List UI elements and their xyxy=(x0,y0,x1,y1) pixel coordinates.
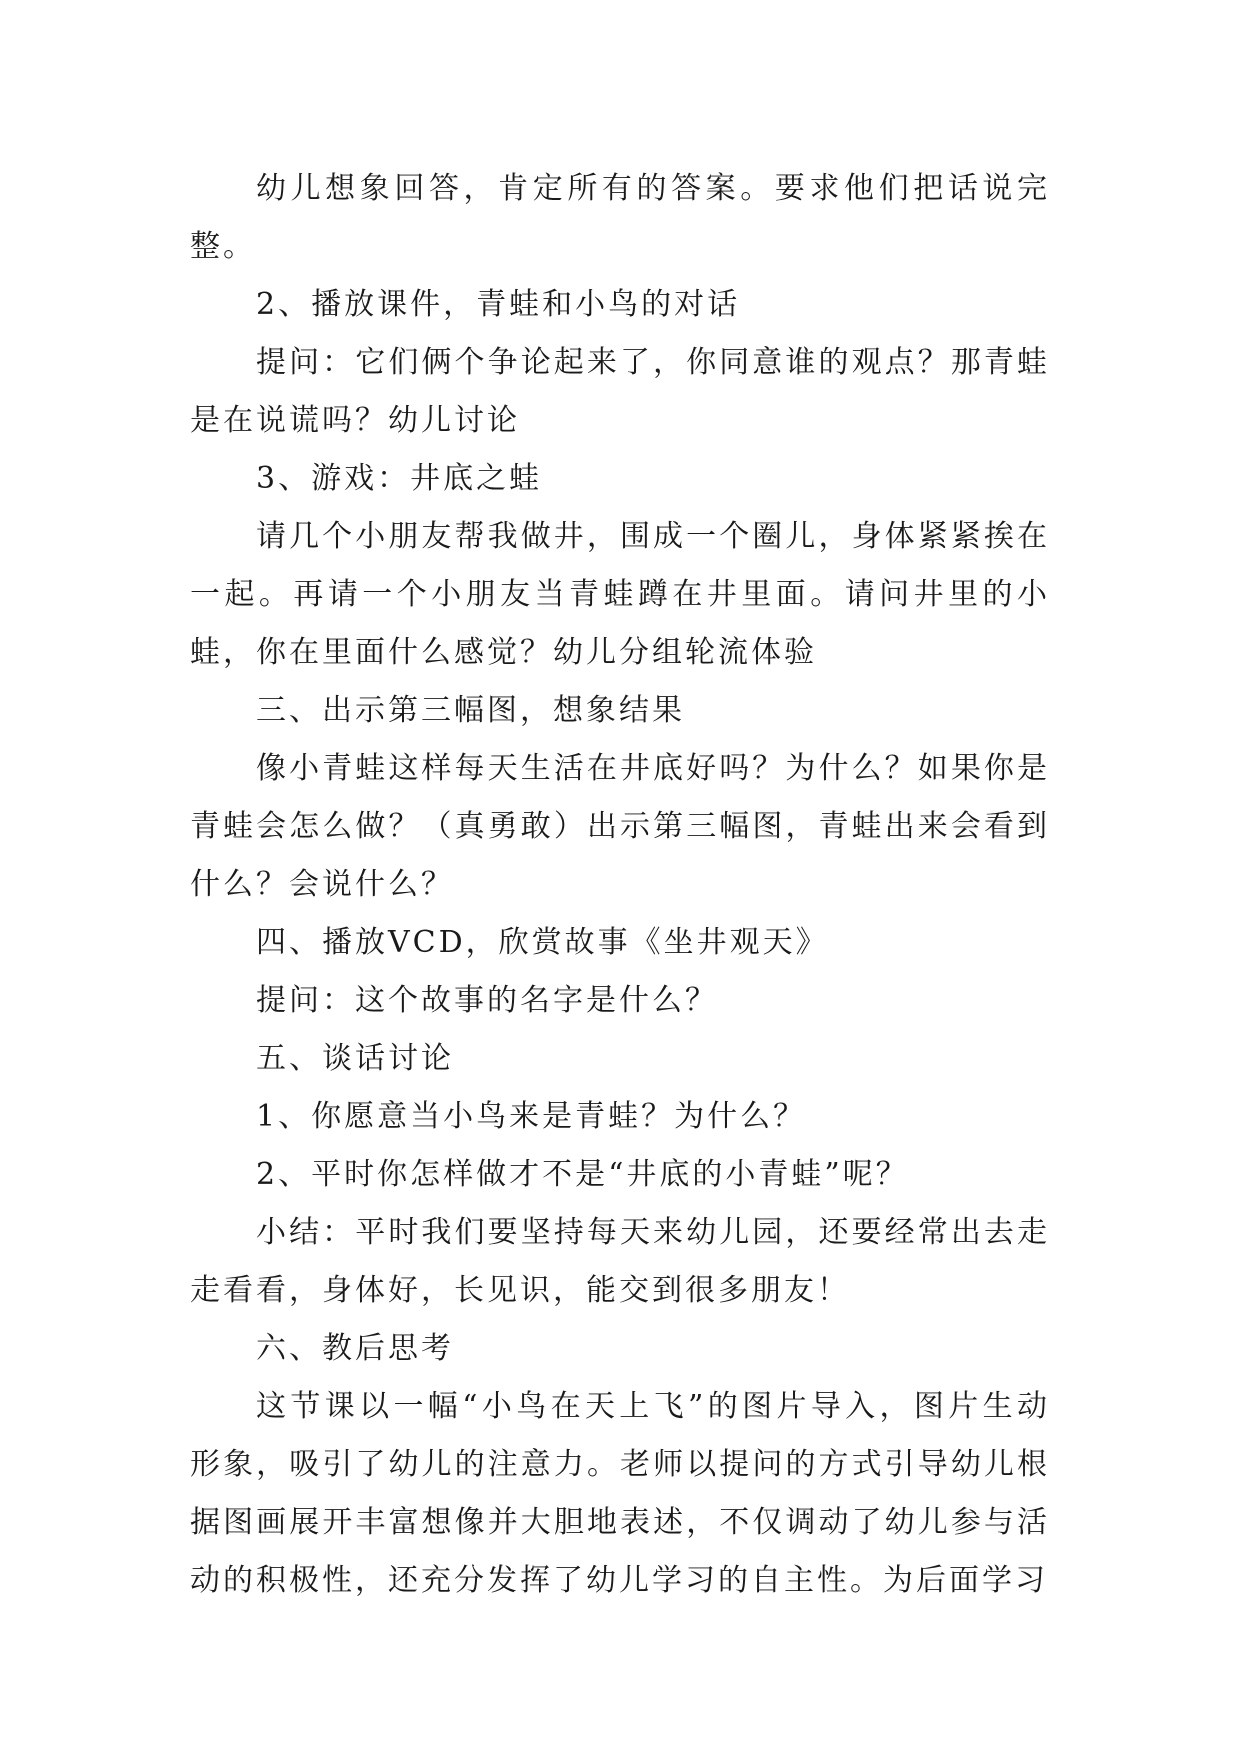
paragraph: 提问：这个故事的名字是什么？ xyxy=(256,983,718,1018)
paragraph: 2、播放课件，青蛙和小鸟的对话 xyxy=(256,287,741,322)
paragraph: 像小青蛙这样每天生活在井底好吗？为什么？如果你是青蛙会怎么做？（真勇敢）出示第三幅图，青蛙出来会看到什么？会说什么？ xyxy=(190,751,1050,902)
paragraph: 1、你愿意当小鸟来是青蛙？为什么？ xyxy=(256,1099,807,1134)
paragraph: 小结：平时我们要坚持每天来幼儿园，还要经常出去走走看看，身体好，长见识，能交到很多朋友！ xyxy=(190,1215,1050,1308)
paragraph: 提问：它们俩个争论起来了，你同意谁的观点？那青蛙是在说谎吗？幼儿讨论 xyxy=(190,345,1050,438)
paragraph: 五、谈话讨论 xyxy=(256,1041,454,1076)
paragraph: 2、平时你怎样做才不是“井底的小青蛙”呢？ xyxy=(256,1157,909,1192)
document-body xyxy=(190,160,1050,1610)
paragraph: 3、游戏：井底之蛙 xyxy=(256,461,543,496)
paragraph: 四、播放VCD，欣赏故事《坐井观天》 xyxy=(256,925,829,960)
paragraph: 请几个小朋友帮我做井，围成一个圈儿，身体紧紧挨在一起。再请一个小朋友当青蛙蹲在井里面。请问井里的小蛙，你在里面什么感觉？幼儿分组轮流体验 xyxy=(190,519,1050,670)
paragraph: 这节课以一幅“小鸟在天上飞”的图片导入，图片生动形象，吸引了幼儿的注意力。老师以提问的方式引导幼儿根据图画展开丰富想像并大胆地表述，不仅调动了幼儿参与活动的积极性，还充分发挥了幼儿学习的自主性。为后面学习 xyxy=(190,1389,1050,1598)
paragraph: 六、教后思考 xyxy=(256,1331,454,1366)
paragraph: 三、出示第三幅图，想象结果 xyxy=(256,693,685,728)
paragraph: 幼儿想象回答，肯定所有的答案。要求他们把话说完整。 xyxy=(190,171,1050,264)
